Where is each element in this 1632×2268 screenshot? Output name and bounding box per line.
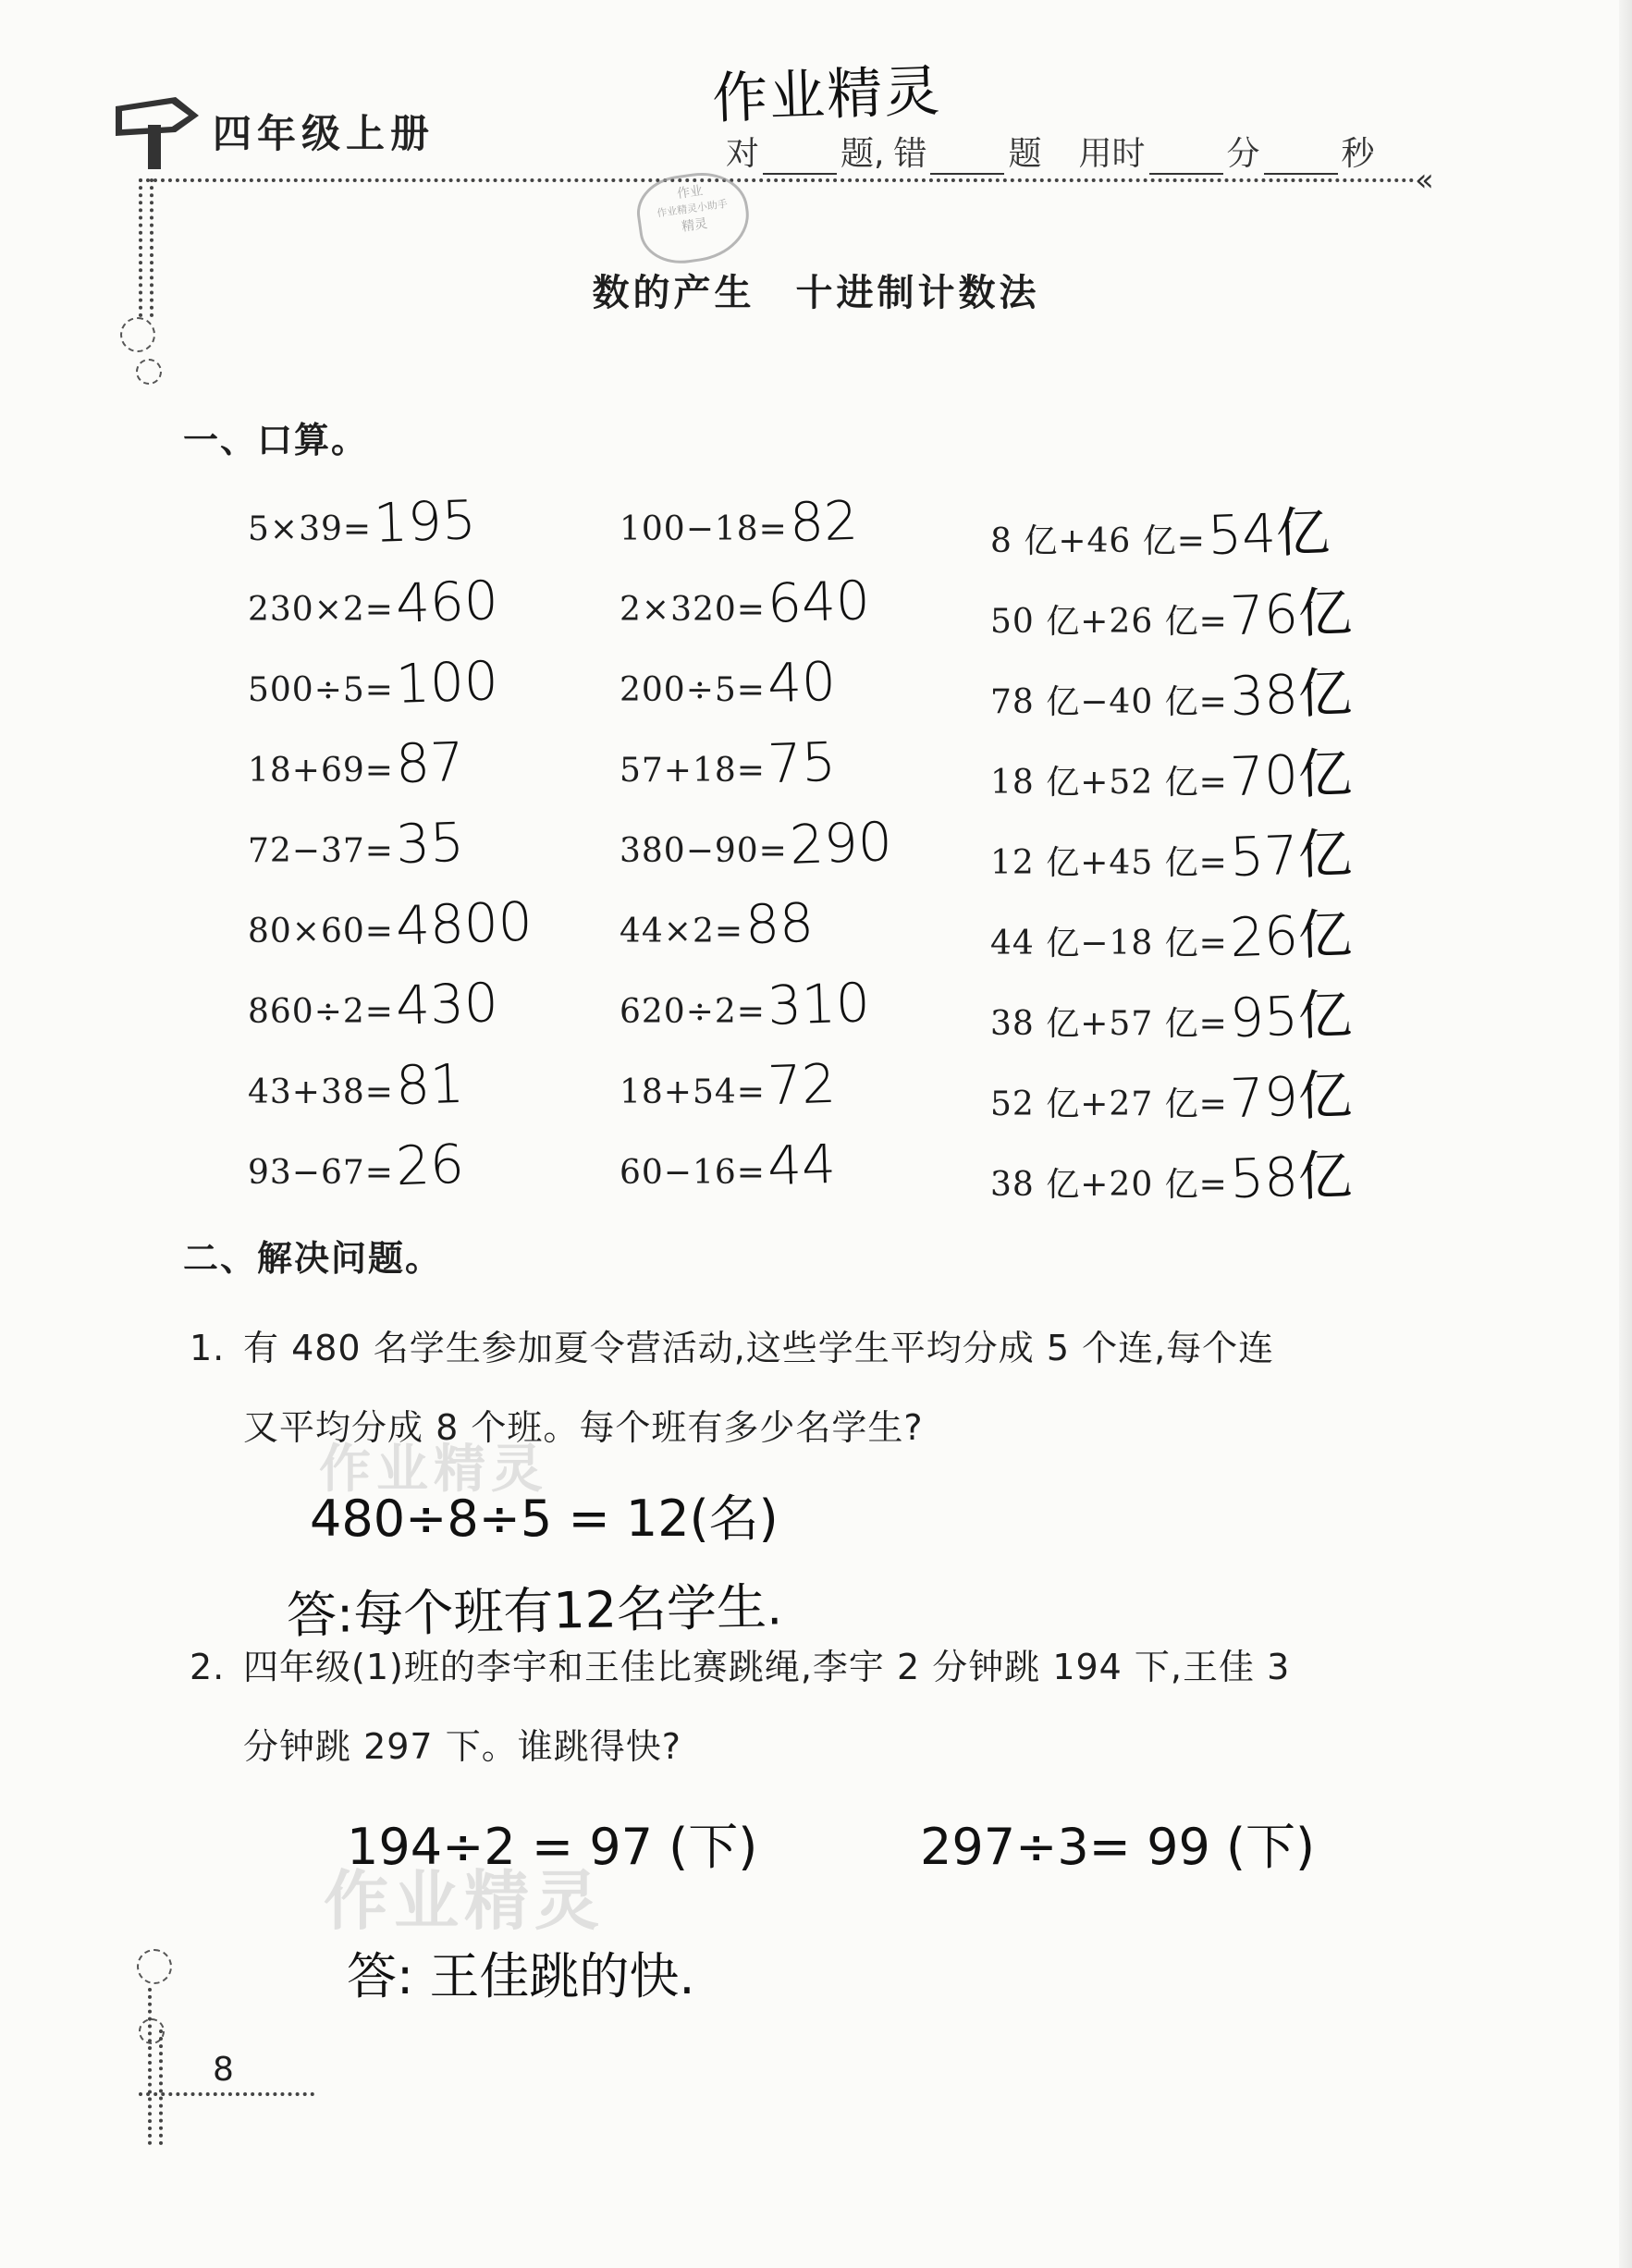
calc-expression: 93−67= bbox=[248, 1154, 394, 1192]
calc-answer: 70亿 bbox=[1228, 741, 1353, 809]
calc-item bbox=[620, 490, 858, 553]
margin-circle-icon bbox=[120, 317, 155, 352]
calc-expression: 230×2= bbox=[248, 591, 394, 629]
calc-expression: 8 亿+46 亿= bbox=[990, 522, 1206, 560]
calc-expression: 60−16= bbox=[620, 1154, 766, 1192]
wrong-blank[interactable] bbox=[930, 145, 1004, 175]
grade-title: 四年级上册 bbox=[213, 111, 436, 156]
score-line bbox=[726, 128, 1375, 175]
calc-answer: 26 bbox=[394, 1132, 465, 1198]
minutes-label: 分 bbox=[1226, 135, 1260, 173]
handwritten-answer: 答:每个班有12名学生. bbox=[286, 1577, 783, 1645]
calc-expression: 500÷5= bbox=[248, 671, 394, 709]
page-number: 8 bbox=[213, 2051, 234, 2089]
problem-text: 四年级(1)班的李宇和王佳比赛跳绳,李宇 2 分钟跳 194 下,王佳 3 bbox=[243, 1647, 1291, 1687]
margin-dotted-line bbox=[148, 1988, 152, 2145]
calc-expression: 18+69= bbox=[248, 752, 394, 790]
page-edge bbox=[1619, 0, 1632, 2268]
section-title-problems: 二、解决问题。 bbox=[183, 1238, 443, 1279]
problem-number: 1. bbox=[190, 1328, 226, 1368]
calc-item bbox=[990, 1134, 1352, 1211]
calc-answer: 460 bbox=[394, 569, 499, 635]
margin-circle-icon bbox=[136, 359, 162, 385]
time-label: 用时 bbox=[1078, 135, 1146, 173]
calc-expression: 50 亿+26 亿= bbox=[990, 603, 1228, 641]
calc-item bbox=[620, 812, 892, 875]
double-chevron-left-icon: « bbox=[1415, 162, 1434, 199]
calc-item bbox=[990, 651, 1352, 729]
calc-item bbox=[248, 889, 534, 958]
calc-answer: 76亿 bbox=[1228, 580, 1353, 648]
problem-text: 又平均分成 8 个班。每个班有多少名学生? bbox=[243, 1407, 924, 1448]
margin-dotted-line bbox=[159, 2029, 163, 2145]
calc-item bbox=[990, 812, 1352, 889]
calc-expression: 18 亿+52 亿= bbox=[990, 764, 1228, 802]
calc-answer: 640 bbox=[766, 569, 871, 635]
handwritten-work: 194÷2 = 97 (下) bbox=[347, 1818, 758, 1876]
calc-answer: 81 bbox=[394, 1051, 465, 1118]
calc-answer: 44 bbox=[766, 1132, 837, 1198]
calc-answer: 88 bbox=[743, 890, 816, 957]
calc-item bbox=[248, 490, 476, 553]
calc-answer: 195 bbox=[372, 488, 477, 555]
calc-item bbox=[620, 892, 814, 955]
correct-label: 对 bbox=[726, 135, 760, 173]
signpost-icon bbox=[111, 88, 213, 171]
calc-item bbox=[248, 1053, 464, 1116]
calc-answer: 26亿 bbox=[1228, 901, 1353, 970]
correct-blank[interactable] bbox=[763, 145, 837, 175]
calc-expression: 100−18= bbox=[620, 510, 788, 548]
handwritten-answer: 答: 王佳跳的快. bbox=[347, 1947, 695, 2005]
calc-expression: 5×39= bbox=[248, 510, 373, 548]
calc-expression: 43+38= bbox=[248, 1073, 394, 1111]
question-label-2: 题 bbox=[1008, 135, 1042, 173]
seconds-label: 秒 bbox=[1341, 135, 1375, 173]
handwritten-work: 480÷8÷5 = 12(名) bbox=[310, 1490, 779, 1548]
calc-item bbox=[990, 973, 1352, 1050]
handwritten-work: 297÷3= 99 (下) bbox=[920, 1818, 1316, 1876]
calc-expression: 620÷2= bbox=[620, 993, 766, 1031]
calc-answer: 430 bbox=[394, 971, 499, 1037]
calc-item bbox=[248, 731, 464, 794]
calc-answer: 54亿 bbox=[1206, 499, 1331, 568]
calc-expression: 44×2= bbox=[620, 913, 744, 950]
calc-item bbox=[620, 973, 870, 1036]
calc-item bbox=[620, 1134, 836, 1196]
calc-item bbox=[248, 651, 498, 714]
calc-expression: 57+18= bbox=[620, 752, 766, 790]
calc-item bbox=[620, 1053, 836, 1116]
wrong-label: 错 bbox=[893, 135, 927, 173]
footer-divider bbox=[139, 2092, 314, 2096]
calc-item bbox=[990, 490, 1330, 568]
calc-answer: 4800 bbox=[394, 889, 534, 958]
calc-item bbox=[620, 570, 870, 633]
calc-expression: 44 亿−18 亿= bbox=[990, 925, 1228, 962]
minutes-blank[interactable] bbox=[1149, 145, 1223, 175]
calc-answer: 75 bbox=[766, 729, 837, 796]
calc-expression: 200÷5= bbox=[620, 671, 766, 709]
calc-answer: 290 bbox=[788, 810, 893, 877]
calc-expression: 38 亿+57 亿= bbox=[990, 1005, 1228, 1043]
calc-item bbox=[620, 651, 836, 714]
lesson-title: 数的产生 十进制计数法 bbox=[592, 272, 1040, 314]
problem-text: 有 480 名学生参加夏令营活动,这些学生平均分成 5 个连,每个连 bbox=[243, 1328, 1275, 1368]
calc-expression: 52 亿+27 亿= bbox=[990, 1085, 1228, 1123]
calc-answer: 95亿 bbox=[1228, 982, 1353, 1050]
calc-answer: 100 bbox=[394, 649, 499, 716]
calc-answer: 58亿 bbox=[1228, 1143, 1353, 1211]
section-title-mental-math: 一、口算。 bbox=[183, 420, 369, 460]
watermark: 作业精灵 bbox=[319, 1440, 548, 1500]
calc-expression: 2×320= bbox=[620, 591, 766, 629]
calc-expression: 12 亿+45 亿= bbox=[990, 844, 1228, 882]
calc-expression: 860÷2= bbox=[248, 993, 394, 1031]
calc-item bbox=[248, 1134, 464, 1196]
calc-answer: 310 bbox=[766, 971, 871, 1037]
calc-item bbox=[248, 973, 498, 1036]
handwritten-tag: 作业精灵 bbox=[711, 58, 943, 132]
calc-expression: 380−90= bbox=[620, 832, 788, 870]
calc-item bbox=[248, 570, 498, 633]
calc-answer: 40 bbox=[766, 649, 837, 716]
calc-answer: 38亿 bbox=[1228, 660, 1353, 729]
calc-answer: 82 bbox=[788, 488, 859, 555]
calc-item bbox=[990, 570, 1352, 648]
watermark: 作业精灵 bbox=[324, 1863, 605, 1939]
calc-answer: 87 bbox=[394, 729, 465, 796]
calc-item bbox=[990, 731, 1352, 809]
problem-text: 分钟跳 297 下。谁跳得快? bbox=[243, 1726, 681, 1767]
calc-expression: 18+54= bbox=[620, 1073, 766, 1111]
seconds-blank[interactable] bbox=[1264, 145, 1338, 175]
stamp: 作业 作业精灵小助手 精灵 bbox=[632, 166, 755, 269]
calc-item bbox=[990, 1053, 1352, 1131]
problem-2 bbox=[190, 1627, 1466, 1786]
calc-item bbox=[620, 731, 836, 794]
calc-answer: 35 bbox=[394, 810, 465, 877]
calc-answer: 72 bbox=[766, 1051, 837, 1118]
calc-expression: 72−37= bbox=[248, 832, 394, 870]
calc-expression: 38 亿+20 亿= bbox=[990, 1166, 1228, 1204]
header-divider bbox=[139, 178, 1415, 182]
calc-answer: 57亿 bbox=[1228, 821, 1353, 889]
calc-expression: 80×60= bbox=[248, 913, 394, 950]
margin-circle-icon bbox=[137, 1949, 172, 1984]
calc-item bbox=[990, 892, 1352, 970]
problem-number: 2. bbox=[190, 1647, 226, 1687]
calc-item bbox=[248, 812, 464, 875]
calc-answer: 79亿 bbox=[1228, 1062, 1353, 1131]
calc-expression: 78 亿−40 亿= bbox=[990, 683, 1228, 721]
question-label-1: 题, bbox=[841, 135, 885, 173]
